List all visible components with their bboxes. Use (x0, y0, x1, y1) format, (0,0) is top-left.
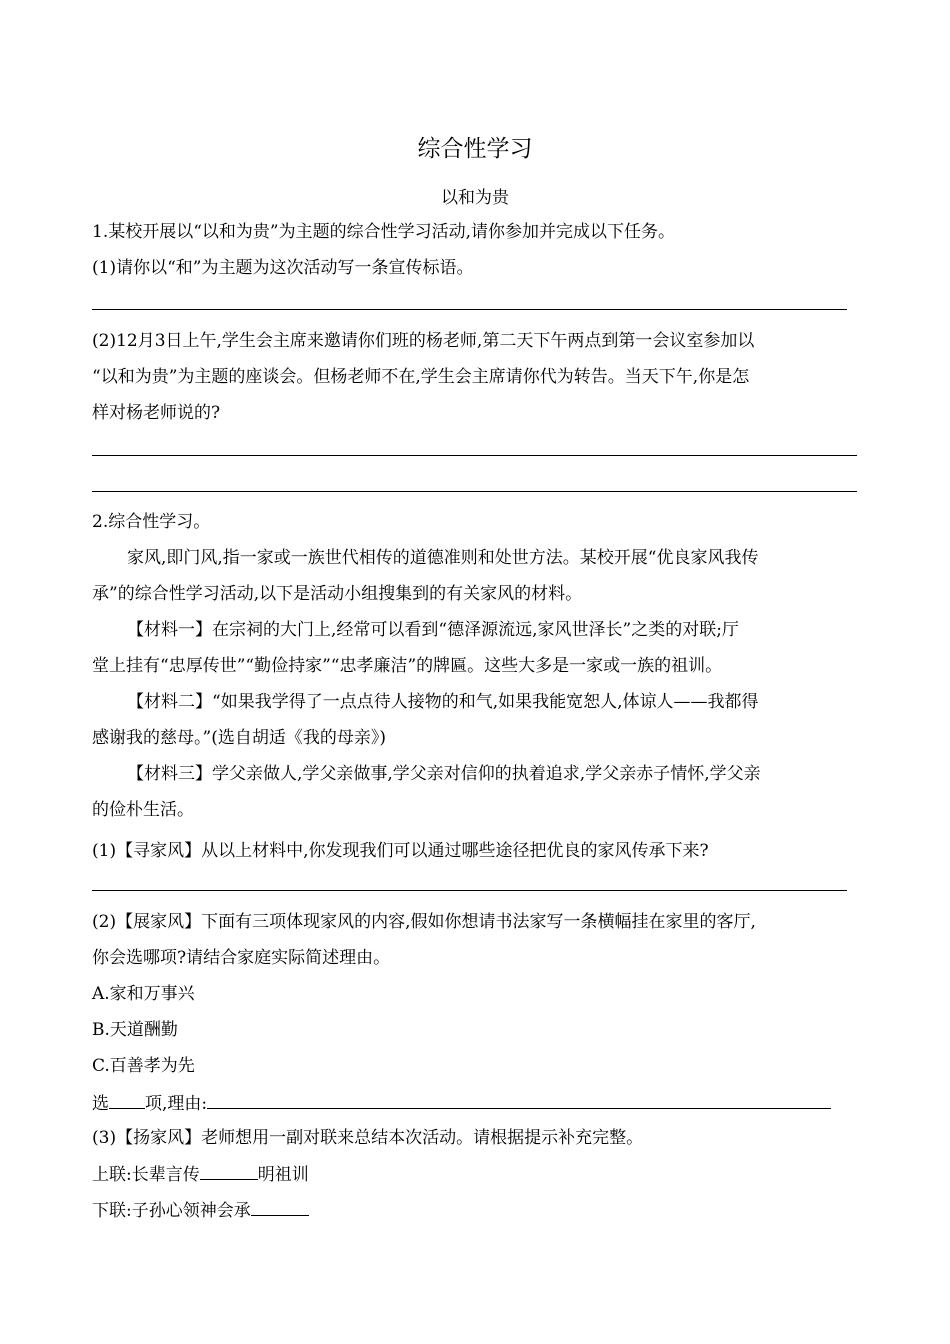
q1-sub2-answer-line-1[interactable] (92, 455, 857, 456)
material3-line-2: 的俭朴生活。 (92, 800, 194, 820)
choice-middle: 项,理由: (145, 1094, 208, 1114)
section-subtitle: 以和为贵 (441, 188, 509, 208)
q1-sub2-line-2: “以和为贵”为主题的座谈会。但杨老师不在,学生会主席请你代为转告。当天下午,你是怎 (92, 367, 750, 387)
choice-blank[interactable] (109, 1092, 145, 1109)
q2-para-line-2: 承”的综合性学习活动,以下是活动小组搜集到的有关家风的材料。 (92, 584, 583, 604)
material1-line-2: 堂上挂有“忠厚传世”“勤俭持家”“忠孝廉洁”的牌匾。这些大多是一家或一族的祖训。 (92, 656, 723, 676)
q1-sub2-line-3: 样对杨老师说的? (92, 403, 221, 423)
material2-line-1: 【材料二】“如果我学得了一点点待人接物的和气,如果我能宽恕人,体谅人——我都得 (127, 692, 759, 712)
q1-sub2-line-1: (2)12月3日上午,学生会主席来邀请你们班的杨老师,第二天下午两点到第一会议室参加以 (92, 331, 755, 351)
q2-sub3: (3)【扬家风】老师想用一副对联来总结本次活动。请根据提示补充完整。 (92, 1128, 644, 1148)
couplet-upper-blank[interactable] (200, 1163, 258, 1180)
material1-line-1: 【材料一】在宗祠的大门上,经常可以看到“德泽源流远,家风世泽长”之类的对联;厅 (127, 620, 739, 640)
q1-sub1-answer-line[interactable] (92, 309, 847, 310)
reason-blank[interactable] (207, 1092, 831, 1109)
couplet-lower (92, 1199, 309, 1222)
q1-sub1: (1)请你以“和”为主题为这次活动写一条宣传标语。 (92, 258, 474, 278)
q1-sub2-answer-line-2[interactable] (92, 491, 857, 492)
material2-line-2: 感谢我的慈母。”(选自胡适《我的母亲》) (92, 728, 386, 748)
q1-intro: 1.某校开展以“以和为贵”为主题的综合性学习活动,请你参加并完成以下任务。 (92, 222, 676, 242)
q2-sub2-line-1: (2)【展家风】下面有三项体现家风的内容,假如你想请书法家写一条横幅挂在家里的客厅, (92, 912, 756, 932)
couplet-lower-blank[interactable] (251, 1199, 309, 1216)
q2-intro: 2.综合性学习。 (92, 512, 211, 532)
choice-prefix: 选 (92, 1094, 109, 1114)
q2-sub2-line-2: 你会选哪项?请结合家庭实际简述理由。 (92, 948, 391, 968)
option-b: B.天道酬勤 (92, 1020, 178, 1040)
couplet-lower-prefix: 下联:子孙心领神会承 (92, 1201, 251, 1221)
q2-sub1: (1)【寻家风】从以上材料中,你发现我们可以通过哪些途径把优良的家风传承下来? (92, 841, 709, 861)
couplet-upper (92, 1163, 309, 1186)
couplet-upper-suffix: 明祖训 (257, 1165, 309, 1185)
choice-row (92, 1092, 831, 1115)
couplet-upper-prefix: 上联:长辈言传 (92, 1165, 200, 1185)
q2-para-line-1: 家风,即门风,指一家或一族世代相传的道德准则和处世方法。某校开展“优良家风我传 (127, 548, 759, 568)
q2-sub1-answer-line[interactable] (92, 890, 847, 891)
option-a: A.家和万事兴 (92, 984, 195, 1004)
option-c: C.百善孝为先 (92, 1056, 195, 1076)
material3-line-1: 【材料三】学父亲做人,学父亲做事,学父亲对信仰的执着追求,学父亲赤子情怀,学父亲 (127, 764, 761, 784)
page-title: 综合性学习 (417, 136, 533, 162)
